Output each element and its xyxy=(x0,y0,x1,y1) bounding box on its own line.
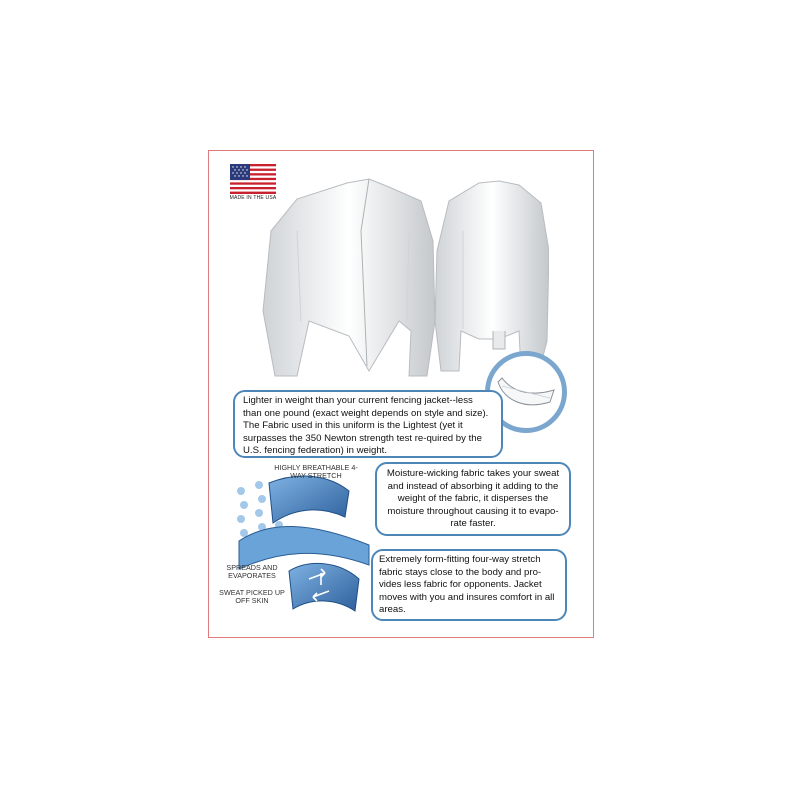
stretch-callout xyxy=(371,549,567,621)
breathable-label: HIGHLY BREATHABLE 4-WAY STRETCH xyxy=(274,463,358,480)
weight-callout xyxy=(233,390,503,458)
back-jacket xyxy=(435,181,549,371)
moisture-callout xyxy=(375,462,571,536)
moisture-callout-text: Moisture-wicking fabric takes your sweat and instead of absorbing it adding to the weight of the fabric, it disperses the moisture throughout causing it to evapo-rate faster. xyxy=(386,468,560,530)
fencing-jacket-images xyxy=(249,171,549,381)
sweat-label: SWEAT PICKED UP OFF SKIN xyxy=(219,588,285,605)
spreads-label: SPREADS AND EVAPORATES xyxy=(226,563,278,580)
stretch-callout-text: Extremely form-fitting four-way stretch fabric stays close to the body and pro-vides less fabric for opponents. Jacket moves with you and insures comfort in all areas. xyxy=(379,554,555,616)
made-in-usa-caption: MADE IN THE USA xyxy=(229,195,277,201)
product-infographic xyxy=(208,150,594,638)
fabric-diagram xyxy=(229,461,379,641)
weight-callout-text: Lighter in weight than your current fencing jacket--less than one pound (exact weight depends on style and size). The Fabric used in this uniform is the Lightest (yet it surpasses the 350 Newton strength test re-quired by the U.S. fencing federation) in weight. xyxy=(243,395,489,457)
front-jacket xyxy=(263,179,435,376)
